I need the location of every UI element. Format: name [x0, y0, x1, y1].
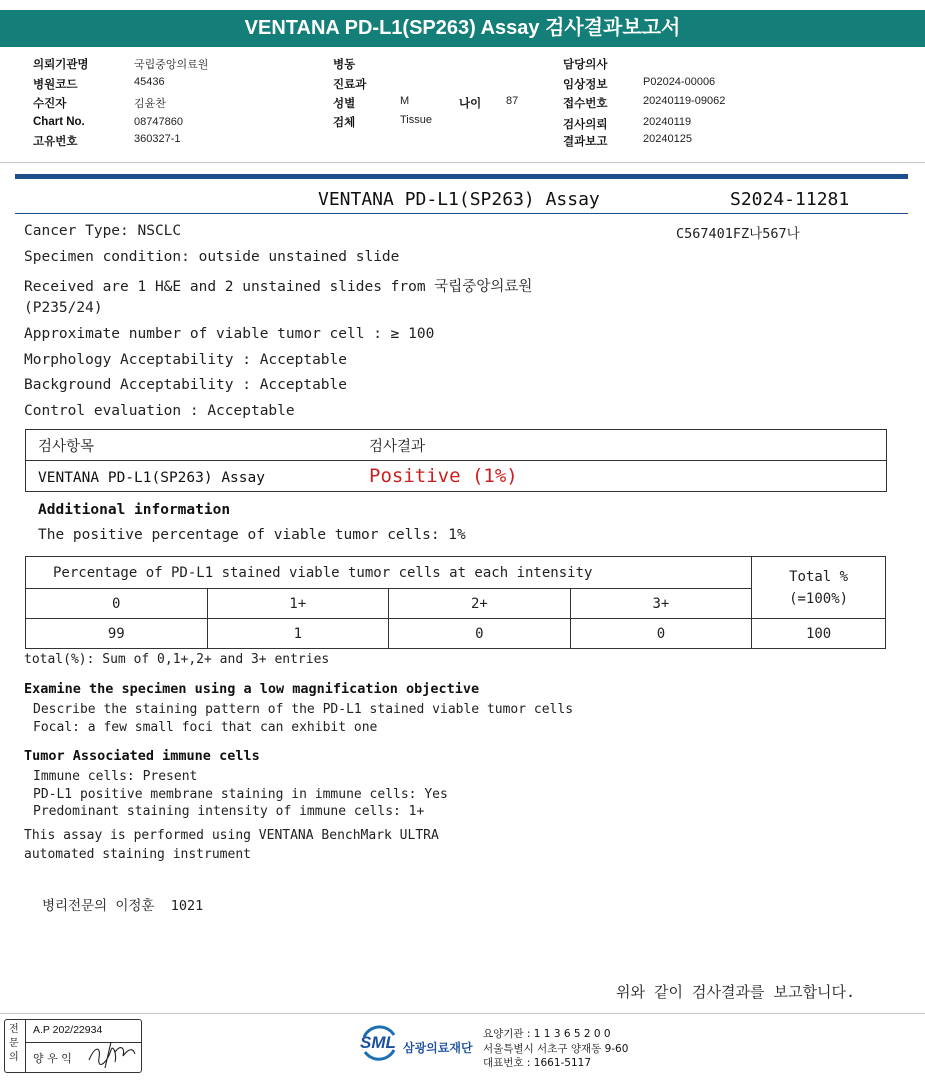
footer-divider [0, 1013, 925, 1014]
specimen-code: C567401FZ나567나 [676, 226, 800, 242]
value-report-date: 20240125 [643, 133, 692, 145]
value-clinical-info: P02024-00006 [643, 76, 716, 88]
value-institution: 국립중앙의료원 [134, 59, 209, 71]
intensity-value: 0 [656, 625, 666, 642]
pathologist-signature: 병리전문의 이정훈 1021 [42, 898, 204, 914]
additional-info-title: Additional information [38, 502, 231, 518]
label-receipt-no: 접수번호 [563, 98, 608, 110]
footer-info-line: 요양기관 : 1 1 3 6 5 2 0 0 [483, 1028, 611, 1040]
logo-text: SML [360, 1033, 396, 1052]
org-name: 삼광의료재단 [403, 1041, 473, 1055]
handwritten-signature-icon [85, 1038, 139, 1070]
report-title-banner: VENTANA PD-L1(SP263) Assay 검사결과보고서 [0, 10, 925, 47]
result-col-result: 검사결과 [369, 438, 426, 455]
footer-info-line: 대표번호 : 1661-5117 [483, 1057, 592, 1069]
result-item: VENTANA PD-L1(SP263) Assay [38, 469, 265, 486]
footer-info-line: 서울특별시 서초구 양재동 9-60 [483, 1043, 629, 1055]
slide-reference-line: (P235/24) [24, 300, 103, 316]
header-info [0, 54, 925, 154]
specimen-condition-line: Specimen condition: outside unstained slide [24, 249, 400, 265]
total-value: 100 [805, 625, 832, 642]
stamp-side-label: 전문의 [9, 1024, 19, 1063]
intensity-value: 1 [293, 625, 303, 642]
report-title-underline [15, 213, 908, 214]
label-sex: 성별 [333, 98, 356, 110]
assay-note-line: This assay is performed using VENTANA BenchMark ULTRA [24, 828, 439, 843]
cancer-type-line: Cancer Type: NSCLC [24, 223, 182, 239]
intensity-value: 0 [475, 625, 484, 642]
label-clinical-info: 임상정보 [563, 79, 608, 91]
intensity-table [25, 556, 886, 649]
label-patient: 수진자 [33, 98, 67, 110]
background-line: Background Acceptability : Acceptable [24, 377, 348, 393]
label-age: 나이 [459, 98, 482, 110]
result-table [25, 429, 887, 492]
label-ward: 병동 [333, 59, 356, 71]
additional-info-text: The positive percentage of viable tumor cells: 1% [38, 527, 466, 543]
sml-logo [356, 1024, 400, 1062]
closing-statement: 위와 같이 검사결과를 보고합니다. [616, 983, 855, 1001]
examine-title: Examine the specimen using a low magnification objective [24, 681, 480, 697]
total-header-sub: (=100%) [789, 590, 849, 607]
intensity-level: 0 [112, 595, 121, 612]
stamp-license: A.P 202/22934 [33, 1024, 103, 1036]
immune-line: PD-L1 positive membrane staining in immune cells: Yes [33, 787, 448, 802]
assay-note-line: automated staining instrument [24, 847, 251, 862]
intensity-value: 99 [107, 625, 125, 642]
intensity-level: 3+ [652, 595, 670, 612]
control-line: Control evaluation : Acceptable [24, 403, 295, 419]
specialist-stamp [4, 1019, 142, 1073]
header-divider [0, 162, 925, 163]
immune-title: Tumor Associated immune cells [24, 748, 260, 764]
intensity-header: Percentage of PD-L1 stained viable tumor cells at each intensity [53, 564, 593, 581]
label-report-date: 결과보고 [563, 136, 608, 148]
label-unique-no: 고유번호 [33, 136, 78, 148]
value-hospital-code: 45436 [134, 76, 165, 88]
value-unique-no: 360327-1 [134, 133, 181, 145]
value-request-date: 20240119 [643, 116, 692, 128]
value-specimen: Tissue [400, 114, 432, 126]
label-doctor: 담당의사 [563, 59, 608, 71]
label-specimen: 검체 [333, 117, 356, 129]
report-number: S2024-11281 [730, 189, 850, 210]
value-age: 87 [506, 95, 519, 107]
value-receipt-no: 20240119-09062 [643, 95, 726, 107]
total-header: Total % [789, 568, 849, 585]
report-top-rule [15, 174, 908, 179]
value-sex: M [400, 95, 410, 107]
received-slides-line: Received are 1 H&E and 2 unstained slides from 국립중앙의료원 [24, 279, 533, 295]
label-hospital-code: 병원코드 [33, 79, 78, 91]
label-institution: 의뢰기관명 [33, 59, 89, 71]
morphology-line: Morphology Acceptability : Acceptable [24, 352, 348, 368]
total-note: total(%): Sum of 0,1+,2+ and 3+ entries [24, 652, 330, 667]
stamp-name: 양 우 익 [33, 1052, 72, 1065]
intensity-level: 2+ [470, 595, 488, 612]
examine-line: Focal: a few small foci that can exhibit one [33, 720, 378, 735]
value-patient: 김윤찬 [134, 98, 166, 110]
result-positive: Positive (1%) [369, 465, 518, 487]
label-chart-no: Chart No. [33, 116, 85, 128]
label-request-date: 검사의뢰 [563, 119, 608, 131]
result-col-item: 검사항목 [38, 438, 95, 455]
value-chart-no: 08747860 [134, 116, 183, 128]
examine-line: Describe the staining pattern of the PD-L1 stained viable tumor cells [33, 702, 574, 717]
label-department: 진료과 [333, 79, 367, 91]
assay-title: VENTANA PD-L1(SP263) Assay [318, 189, 600, 210]
viable-tumor-line: Approximate number of viable tumor cell : ≥ 100 [24, 326, 435, 342]
intensity-level: 1+ [289, 595, 307, 612]
immune-line: Predominant staining intensity of immune cells: 1+ [33, 804, 425, 819]
immune-line: Immune cells: Present [33, 769, 198, 784]
